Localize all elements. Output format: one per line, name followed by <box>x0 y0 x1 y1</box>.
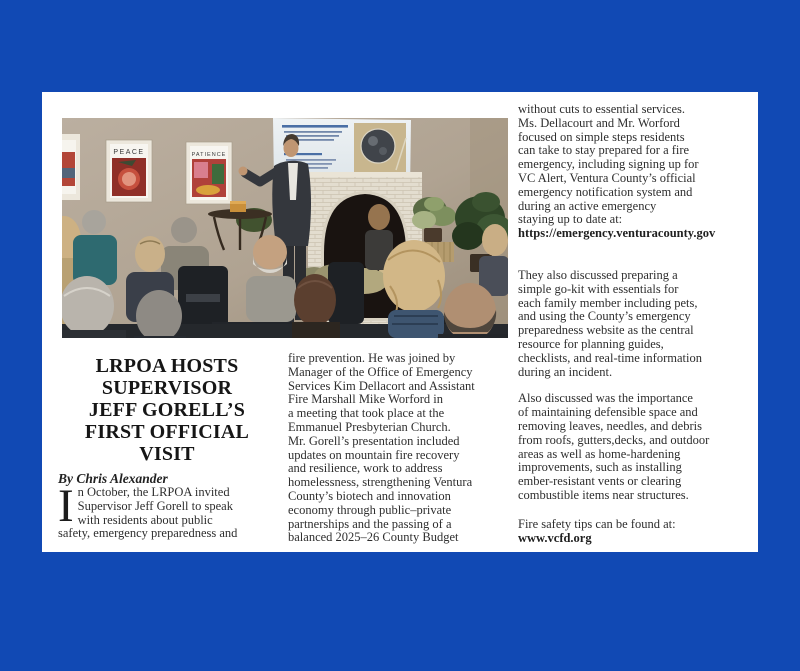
dropcap: I <box>58 480 74 532</box>
article-headline: LRPOA HOSTS SUPERVISOR JEFF GORELL’S FIRST OFFICIAL VISIT <box>84 355 250 465</box>
article-panel <box>42 92 758 552</box>
fire-safety-text: Fire safety tips can be found at: <box>518 516 676 531</box>
poster-patience-label: PATIENCE <box>191 152 227 158</box>
emergency-url: https://emergency.venturacounty.gov <box>518 226 716 241</box>
event-photo-illustration <box>62 118 508 338</box>
column-headline <box>58 352 276 541</box>
poster-patience <box>186 142 232 204</box>
vcfd-url: www.vcfd.org <box>518 530 592 545</box>
poster-peace <box>106 140 152 202</box>
article-paragraph: They also discussed preparing a simple go-kit with essentials for each family member including pets, and using the County’s emergency preparedness website as the central resource for planning guides, checklists, and real-time information during an incident. <box>518 267 702 379</box>
article-paragraph: fire prevention. He was joined by Manager of the Office of Emergency Services Kim Dellacort and Assistant Fire Marshall Mike Worford in a meeting that took place at the Emmanuel Presbyterian Church. Mr. Gorell’s presentation included updates on mountain fire recovery and resilience, work to address homelessness, strengthening Ventura County’s biotech and innovation economy through public–private partnerships and the passing of a balanced 2025–26 County Budget <box>288 351 475 545</box>
event-photo <box>62 118 508 338</box>
fire-safety-note <box>518 518 750 546</box>
audience-member <box>383 240 445 338</box>
article-byline: By Chris Alexander <box>58 471 168 486</box>
article-paragraph: Also discussed was the importance of maintaining defensible space and removing leaves, needles, and debris from roofs, gutters,decks, and outdoor areas as well as home-hardening improvements, such as installing ember-resistant vents or clearing combustible items near structures. <box>518 391 710 502</box>
article-paragraph: without cuts to essential services. Ms. Dellacourt and Mr. Worford focused on simple steps residents can take to stay prepared for a fire emergency, including signing up for VC Alert, Ventura County’s official emergency notification system and during an active emergency staying up to date at: <box>518 102 699 227</box>
poster-partial <box>62 134 80 200</box>
audience-member <box>479 224 508 296</box>
presenter-hand <box>239 167 248 176</box>
lead-paragraph-text: n October, the LRPOA invited Supervisor Jeff Gorell to speak with residents about public safety, emergency preparedness and <box>58 485 238 541</box>
article-lead-paragraph <box>58 480 276 541</box>
column-middle <box>288 352 512 545</box>
poster-peace-label: PEACE <box>113 149 145 156</box>
column-right <box>518 103 750 545</box>
